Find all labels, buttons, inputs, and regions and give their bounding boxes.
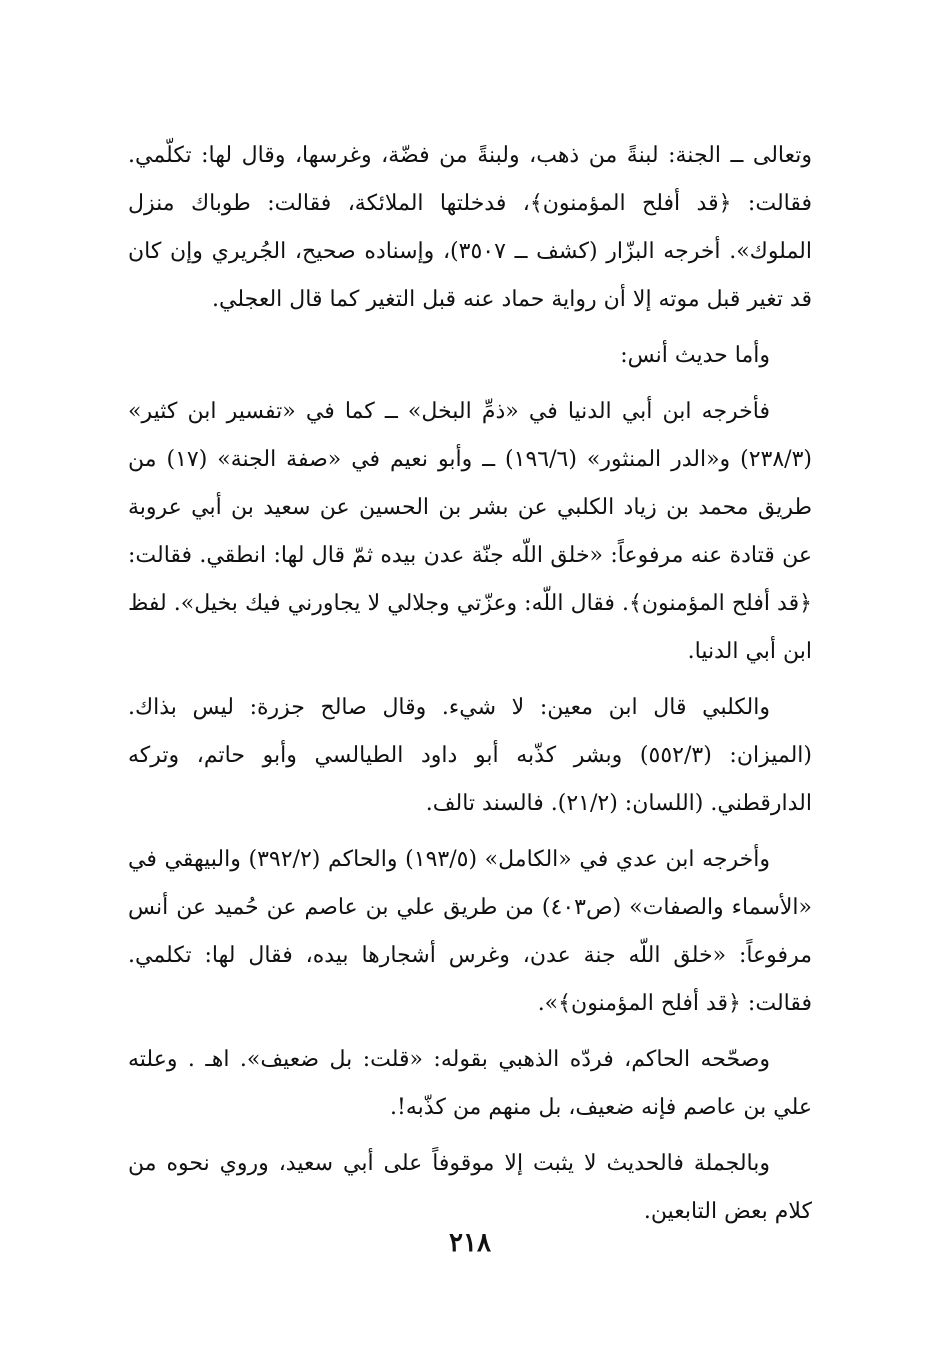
paragraph-hakim: وصحّحه الحاكم، فردّه الذهبي بقوله: «قلت: بل ضعيف». اهـ . وعلته علي بن عاصم فإنه ضعيف، بل منهم من كذّبه!. — [128, 1047, 812, 1120]
paragraph-continuation: وتعالى ــ الجنة: لبنةً من ذهب، ولبنةً من فضّة، وغرسها، وقال لها: تكلّمي. فقالت: ﴿قد أفلح المؤمنون﴾، فدخلتها الملائكة، فقالت: طوباك منزل الملوك». أخرجه البزّار (كشف ــ ٣٥٠٧)، وإسناده صحيح، الجُريري وإن كان قد تغير قبل موته إلا أن رواية حماد عنه قبل التغير كما قال العجلي. — [128, 143, 812, 312]
paragraph-conclusion: وبالجملة فالحديث لا يثبت إلا موقوفاً على أبي سعيد، وروي نحوه من كلام بعض التابعين. — [128, 1151, 812, 1224]
paragraph-ibn-abi-dunya: فأخرجه ابن أبي الدنيا في «ذمِّ البخل» ــ كما في «تفسير ابن كثير» (٢٣٨/٣) و«الدر المنثور» (١٩٦/٦) ــ وأبو نعيم في «صفة الجنة» (١٧) من طريق محمد بن زياد الكلبي عن بشر بن الحسين عن سعيد بن أبي عروبة عن قتادة عنه مرفوعاً: «خلق اللّه جنّة عدن بيده ثمّ قال لها: انطقي. فقالت: ﴿قد أفلح المؤمنون﴾. فقال اللّه: وعزّتي وجلالي لا يجاورني فيك بخيل». لفظ ابن أبي الدنيا. — [128, 399, 813, 664]
paragraph-ibn-adi: وأخرجه ابن عدي في «الكامل» (١٩٣/٥) والحاكم (٣٩٢/٢) والبيهقي في «الأسماء والصفات» (ص٤٠٣) من طريق علي بن عاصم عن حُميد عن أنس مرفوعاً: «خلق اللّه جنة عدن، وغرس أشجارها بيده، فقال لها: تكلمي. فقالت: ﴿قد أفلح المؤمنون﴾». — [128, 847, 812, 1016]
paragraph-anas-heading: وأما حديث أنس: — [620, 343, 770, 368]
body-text — [128, 132, 812, 1244]
paragraph-kalbi: والكلبي قال ابن معين: لا شيء. وقال صالح جزرة: ليس بذاك. (الميزان: (٥٥٢/٣) وبشر كذّبه أبو داود الطيالسي وأبو حاتم، وتركه الدارقطني. (اللسان: (٢١/٢). فالسند تالف. — [128, 695, 813, 816]
page-number: ٢١٨ — [449, 1228, 491, 1258]
